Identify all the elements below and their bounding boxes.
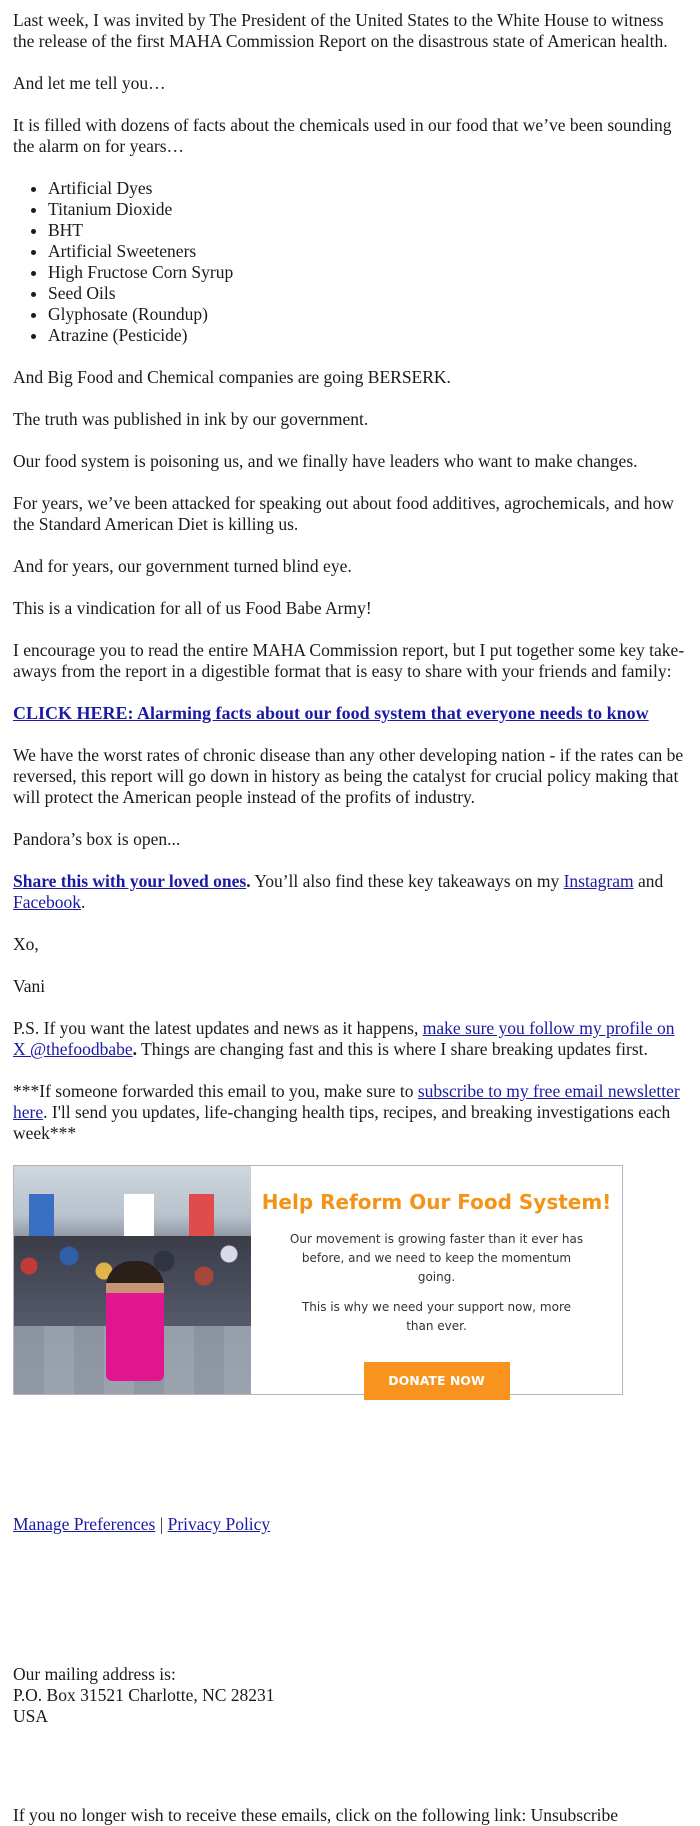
list-item: • Atrazine (Pesticide) [48, 325, 687, 346]
protest-photo [14, 1166, 251, 1394]
mailing-label: Our mailing address is: [13, 1664, 176, 1684]
ps-text-end: Things are changing fast and this is where I share breaking updates first. [137, 1039, 648, 1059]
manage-preferences-link[interactable]: Manage Preferences [13, 1514, 156, 1534]
ps-text: P.S. If you want the latest updates and news as it happens, [13, 1018, 423, 1038]
banner-title: Help Reform Our Food System! [261, 1190, 612, 1214]
privacy-policy-link[interactable]: Privacy Policy [167, 1514, 271, 1534]
donate-banner[interactable] [13, 1165, 623, 1395]
alarming-facts-link[interactable]: CLICK HERE: Alarming facts about our food system that everyone needs to know [13, 703, 649, 723]
donate-now-button[interactable]: DONATE NOW [364, 1362, 510, 1400]
end-period: . [81, 892, 86, 912]
intro-paragraph: And let me tell you… [13, 73, 166, 93]
intro-paragraph: Last week, I was invited by The President of the United States to the White House to witness the release of the first MAHA Commission Report on the disastrous state of American health. [13, 10, 668, 51]
signoff: Xo, [13, 934, 39, 954]
list-item: • BHT [48, 220, 687, 241]
body-paragraph: I encourage you to read the entire MAHA Commission report, but I put together some key take-aways from the report in a digestible format that is easy to share with your friends and family: [13, 640, 685, 681]
country: USA [13, 1706, 49, 1726]
subscribe-link[interactable]: subscribe to my free email newsletter here [13, 1081, 680, 1122]
share-period: . [246, 871, 251, 891]
body-paragraph: We have the worst rates of chronic disease than any other developing nation - if the rates can be reversed, this report will go down in history as being the catalyst for crucial policy making that will protect the American people instead of the profits of industry. [13, 745, 684, 807]
mailing-address [13, 1664, 275, 1727]
ps-paragraph [13, 1018, 687, 1060]
body-paragraph: The truth was published in ink by our government. [13, 409, 369, 429]
list-item: • High Fructose Corn Syrup [48, 262, 687, 283]
share-text: You’ll also find these key takeaways on my [250, 871, 564, 891]
separator: | [155, 1514, 168, 1534]
body-paragraph: Our food system is poisoning us, and we finally have leaders who want to make changes. [13, 451, 638, 471]
and-text: and [633, 871, 664, 891]
footer-links [13, 1514, 270, 1535]
share-link[interactable]: Share this with your loved ones [13, 871, 247, 891]
unsubscribe-text: If you no longer wish to receive these emails, click on the following link: Unsubscribe [13, 1805, 619, 1825]
body-paragraph: For years, we’ve been attacked for speaking out about food additives, agrochemicals, and how the Standard American Diet is killing us. [13, 493, 674, 534]
click-here-paragraph [13, 703, 687, 724]
banner-content [251, 1166, 622, 1394]
instagram-link[interactable]: Instagram [563, 871, 634, 891]
list-item: • Artificial Dyes [48, 178, 687, 199]
body-paragraph: Pandora’s box is open... [13, 829, 181, 849]
person-pink-coat [106, 1261, 164, 1381]
facebook-link[interactable]: Facebook [13, 892, 82, 912]
forward-text: ***If someone forwarded this email to you, make sure to [13, 1081, 418, 1101]
list-item: • Titanium Dioxide [48, 199, 687, 220]
ps-period: . [132, 1039, 137, 1059]
forward-text-end: . I'll send you updates, life-changing health tips, recipes, and breaking investigations each week*** [13, 1102, 671, 1143]
forward-paragraph [13, 1081, 687, 1144]
follow-x-link[interactable]: make sure you follow my profile on X @thefoodbabe [13, 1018, 675, 1059]
share-paragraph [13, 871, 687, 913]
banner-text: This is why we need your support now, more than ever. [301, 1300, 572, 1333]
address-line: P.O. Box 31521 Charlotte, NC 28231 [13, 1685, 275, 1705]
list-item: • Seed Oils [48, 283, 687, 304]
body-paragraph: And Big Food and Chemical companies are going BERSERK. [13, 367, 451, 387]
body-paragraph: And for years, our government turned blind eye. [13, 556, 352, 576]
sender-name: Vani [13, 976, 46, 996]
banner-text: Our movement is growing faster than it ever has before, and we need to keep the momentum going. [289, 1232, 584, 1284]
list-item: • Artificial Sweeteners [48, 241, 687, 262]
chemicals-list [13, 178, 687, 346]
body-paragraph: This is a vindication for all of us Food Babe Army! [13, 598, 372, 618]
intro-paragraph: It is filled with dozens of facts about the chemicals used in our food that we’ve been sounding the alarm on for years… [13, 115, 672, 156]
list-item: • Glyphosate (Roundup) [48, 304, 687, 325]
